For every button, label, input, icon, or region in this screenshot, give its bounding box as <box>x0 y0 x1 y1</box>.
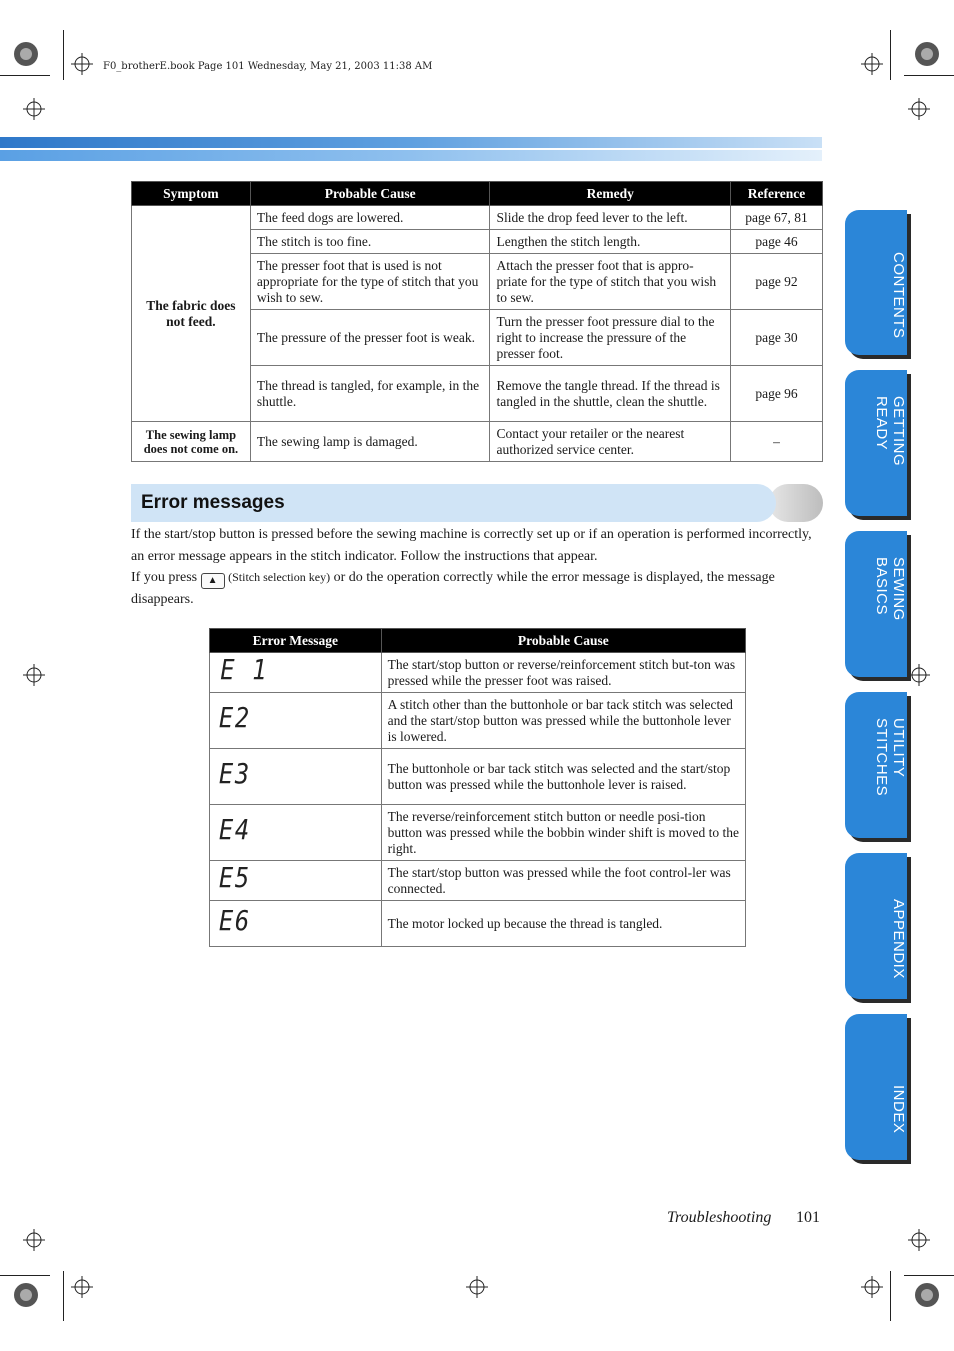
column-header: Reference <box>731 182 823 206</box>
crosshair-icon <box>71 53 93 75</box>
header-band-lower <box>0 150 822 161</box>
crosshair-icon <box>861 1276 883 1298</box>
reference-cell: page 46 <box>731 230 823 254</box>
table-row <box>210 805 746 861</box>
column-header: Symptom <box>132 182 251 206</box>
tab-label: SEWING BASICS <box>873 557 907 621</box>
table-row <box>210 901 746 947</box>
tab-label: CONTENTS <box>890 252 907 339</box>
column-header: Probable Cause <box>381 629 745 653</box>
tab-appendix[interactable] <box>845 853 907 999</box>
table-header-row <box>132 182 823 206</box>
crosshair-icon <box>908 664 930 686</box>
error-code-cell <box>210 861 382 901</box>
footer-section-title: Troubleshooting <box>667 1209 772 1226</box>
cause-cell: The presser foot that is used is not appropriate for the type of stitch that you wish to sew. <box>250 254 490 310</box>
symptom-cell: The sewing lamp does not come on. <box>132 422 251 462</box>
error-cause-cell: A stitch other than the buttonhole or bar tack stitch was selected and the start/stop button was pressed while the buttonhole lever is lowered. <box>381 693 745 749</box>
reference-cell: page 92 <box>731 254 823 310</box>
error-code-cell <box>210 805 382 861</box>
tab-sewing-basics[interactable] <box>845 531 907 677</box>
remedy-cell: Lengthen the stitch length. <box>490 230 731 254</box>
key-label: (Stitch selection key) <box>228 570 331 584</box>
column-header: Probable Cause <box>250 182 490 206</box>
tab-contents[interactable] <box>845 210 907 355</box>
remedy-cell: Remove the tangle thread. If the thread is tangled in the shuttle, clean the shuttle. <box>490 366 731 422</box>
intro-paragraph: If the start/stop button is pressed before the sewing machine is correctly set up or if an operation is performed incorrectly, an error message appears in the stitch indicator. Follow the instructions that appear. <box>131 527 812 564</box>
crosshair-icon <box>71 1276 93 1298</box>
table-row <box>132 422 823 462</box>
error-code-cell <box>210 749 382 805</box>
tab-label: UTILITY STITCHES <box>873 718 907 797</box>
table-row <box>210 861 746 901</box>
error-cause-cell: The buttonhole or bar tack stitch was selected and the start/stop button was pressed while the buttonhole lever is raised. <box>381 749 745 805</box>
error-code: E4 <box>218 813 251 846</box>
error-cause-cell: The motor locked up because the thread is tangled. <box>381 901 745 947</box>
remedy-cell: Slide the drop feed lever to the left. <box>490 206 731 230</box>
tab-index[interactable] <box>845 1014 907 1160</box>
error-code-cell <box>210 901 382 947</box>
registration-wheel-icon <box>914 1282 940 1308</box>
table-row <box>210 693 746 749</box>
error-code-cell <box>210 693 382 749</box>
table-header-row <box>210 629 746 653</box>
remedy-cell: Attach the presser foot that is appro-priate for the type of stitch that you wish to sew. <box>490 254 731 310</box>
crosshair-icon <box>466 1276 488 1298</box>
error-cause-cell: The reverse/reinforcement stitch button or needle posi-tion button was pressed while the bobbin winder shift is moved to the right. <box>381 805 745 861</box>
cause-cell: The feed dogs are lowered. <box>250 206 490 230</box>
registration-wheel-icon <box>13 1282 39 1308</box>
crosshair-icon <box>23 664 45 686</box>
remedy-cell: Turn the presser foot pressure dial to the right to increase the pressure of the presser foot. <box>490 310 731 366</box>
section-heading <box>131 484 776 522</box>
tab-label: APPENDIX <box>890 899 907 979</box>
tab-utility-stitches[interactable] <box>845 692 907 838</box>
tab-label: GETTING READY <box>873 396 907 467</box>
crosshair-icon <box>23 98 45 120</box>
error-message-table <box>209 628 746 947</box>
key-paragraph <box>131 567 821 611</box>
remedy-cell: Contact your retailer or the nearest authorized service center. <box>490 422 731 462</box>
registration-wheel-icon <box>13 41 39 67</box>
cause-cell: The stitch is too fine. <box>250 230 490 254</box>
para-text-after: or do the operation correctly while the error message is displayed, the message disappears. <box>131 570 775 607</box>
heading-end-cap <box>769 484 823 522</box>
error-cause-cell: The start/stop button or reverse/reinforcement stitch but-ton was pressed while the presser foot was raised. <box>381 653 745 693</box>
troubleshooting-table <box>131 181 823 462</box>
reference-cell: – <box>731 422 823 462</box>
file-header: F0_brotherE.book Page 101 Wednesday, May 21, 2003 11:38 AM <box>103 61 433 72</box>
table-row <box>210 749 746 805</box>
page-number: 101 <box>796 1209 820 1226</box>
error-code: E6 <box>218 904 251 937</box>
error-code: E3 <box>218 757 251 790</box>
error-code: E5 <box>218 861 251 894</box>
stitch-selection-key-icon: ▲ <box>201 573 225 589</box>
crosshair-icon <box>23 1229 45 1251</box>
column-header: Error Message <box>210 629 382 653</box>
tab-label: INDEX <box>890 1084 907 1134</box>
cause-cell: The sewing lamp is damaged. <box>250 422 490 462</box>
crosshair-icon <box>861 53 883 75</box>
crosshair-icon <box>908 98 930 120</box>
reference-cell: page 67, 81 <box>731 206 823 230</box>
error-code: E 1 <box>220 653 269 686</box>
registration-wheel-icon <box>914 41 940 67</box>
crosshair-icon <box>908 1229 930 1251</box>
error-cause-cell: The start/stop button was pressed while the foot control-ler was connected. <box>381 861 745 901</box>
para-text-before: If you press <box>131 570 198 585</box>
tab-getting-ready[interactable] <box>845 370 907 516</box>
error-code-cell <box>210 653 382 693</box>
table-row <box>210 653 746 693</box>
cause-cell: The pressure of the presser foot is weak. <box>250 310 490 366</box>
reference-cell: page 30 <box>731 310 823 366</box>
table-row <box>132 206 823 230</box>
section-title: Error messages <box>141 492 285 513</box>
reference-cell: page 96 <box>731 366 823 422</box>
error-code: E2 <box>218 701 251 734</box>
symptom-cell: The fabric does not feed. <box>132 206 251 422</box>
cause-cell: The thread is tangled, for example, in the shuttle. <box>250 366 490 422</box>
column-header: Remedy <box>490 182 731 206</box>
header-band <box>0 137 822 148</box>
